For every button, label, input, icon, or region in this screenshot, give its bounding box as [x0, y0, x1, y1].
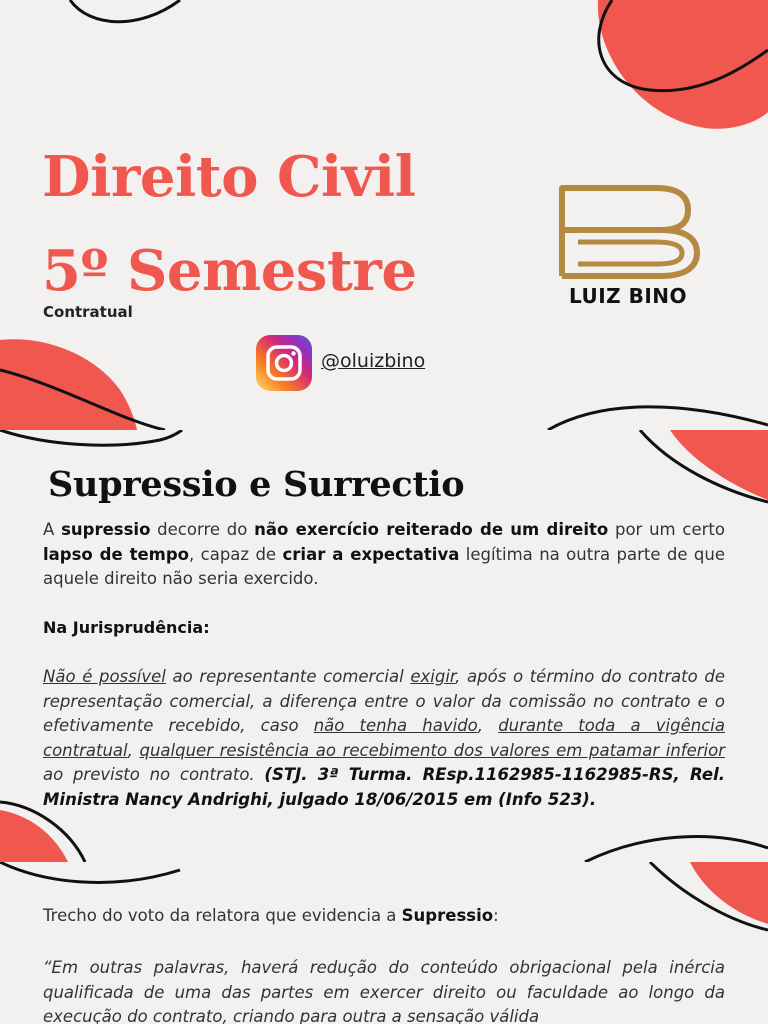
excerpt-page — [0, 862, 768, 1024]
instagram-handle-link[interactable]: @oluizbino — [321, 350, 426, 372]
excerpt-intro: Trecho do voto da relatora que evidencia a Supressio: — [43, 906, 499, 925]
jurisprudence-label: Na Jurisprudência: — [43, 618, 210, 637]
cover-subtitle: Contratual — [43, 303, 133, 321]
cover-title-line1: Direito Civil — [42, 144, 416, 210]
content-page — [0, 430, 768, 862]
jurisprudence-paragraph: Não é possível ao representante comercial exigir, após o término do contrato de representação comercial, a diferença entre o valor da comissão no contrato e o efetivamente recebido, caso não tenha havido, durante toda a vigência contratual, qualquer resistência ao recebimento dos valores em patamar inferior ao previsto no contrato. (STJ. 3ª Turma. REsp.1162985-1162985-RS, Rel. Ministra Nancy Andrighi, julgado 18/06/2015 em (Info 523). — [43, 667, 725, 809]
excerpt-quote: “Em outras palavras, haverá redução do conteúdo obrigacional pela inércia qualificada de uma das partes em exercer direito ou faculdade ao longo da execução do contrato, criando para outra a sensação válida — [43, 958, 725, 1024]
supressio-definition: A supressio decorre do não exercício reiterado de um direito por um certo lapso de tempo, capaz de criar a expectativa legítima na outra parte de que aquele direito não seria exercido. — [43, 520, 725, 588]
section-title: Supressio e Surrectio — [48, 464, 465, 505]
logo-name: LUIZ BINO — [568, 284, 688, 308]
cover-title — [42, 130, 416, 318]
cover-title-line2: 5º Semestre — [42, 238, 417, 305]
cover-page — [0, 0, 768, 430]
instagram-icon[interactable] — [256, 335, 312, 391]
